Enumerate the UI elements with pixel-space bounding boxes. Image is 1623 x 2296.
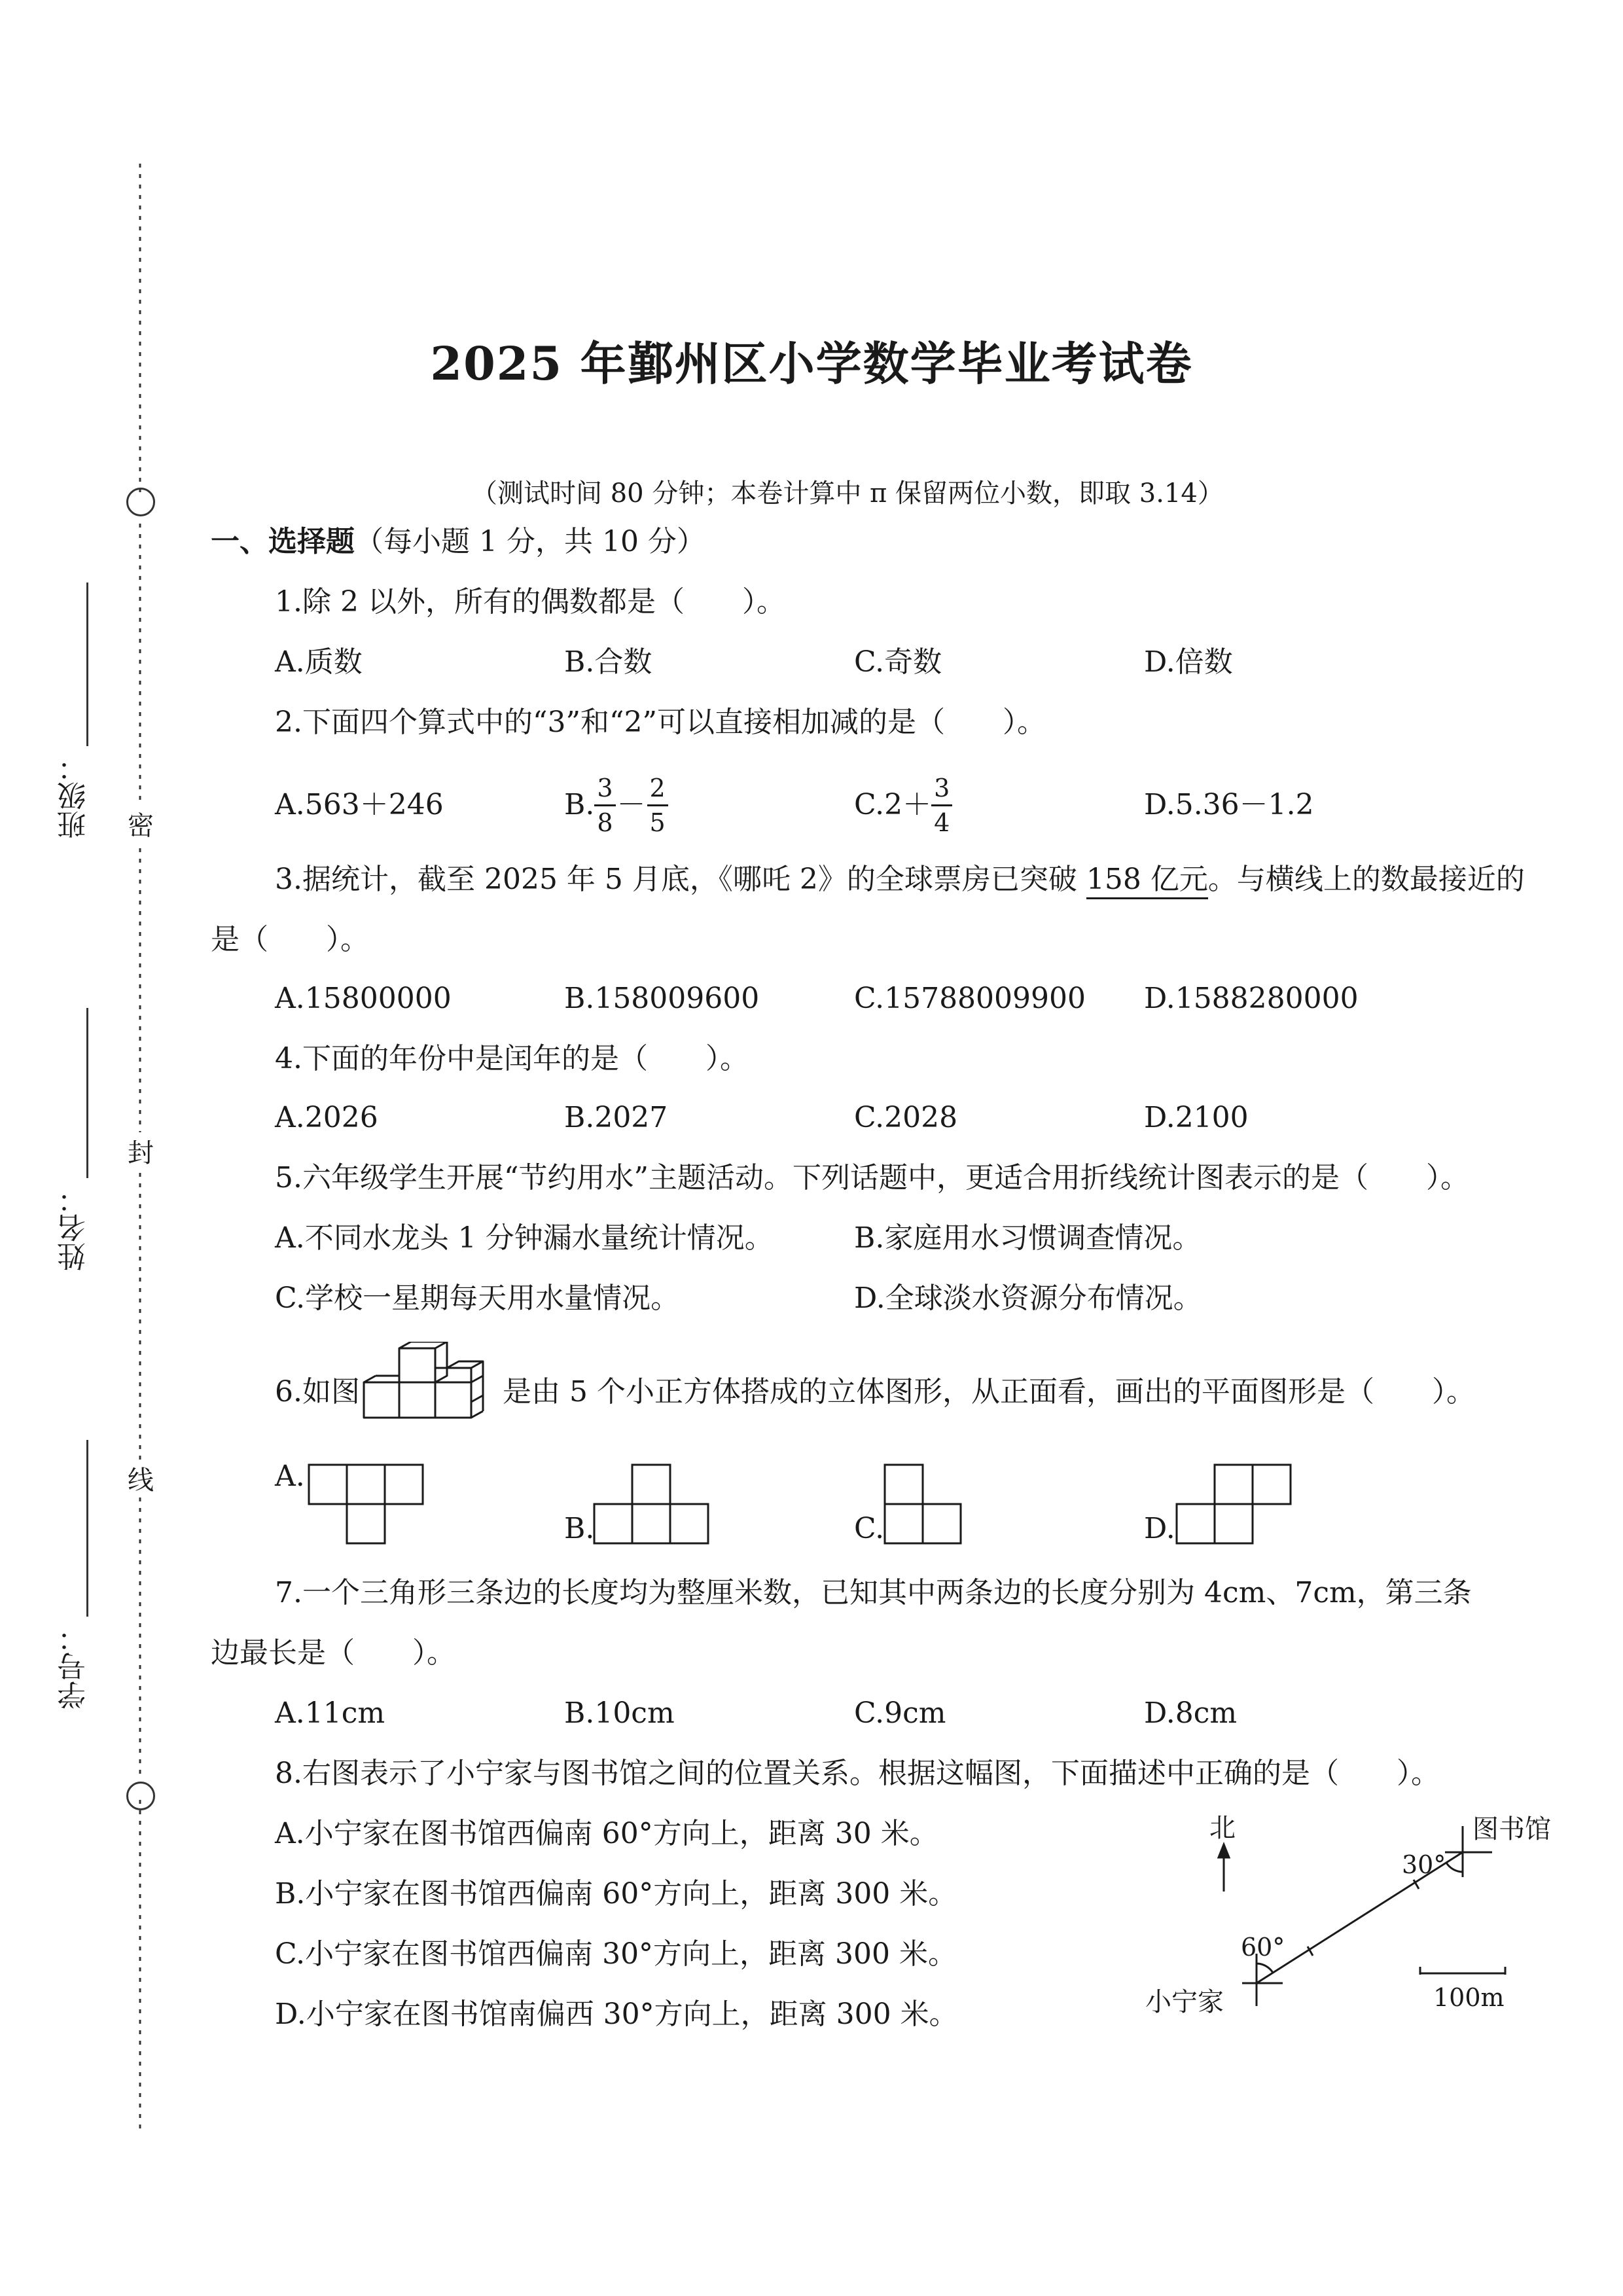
q2-b-prefix: B. (564, 788, 595, 821)
q3-stem-line2: 是（ ）。 (211, 923, 369, 956)
q2-stem: 2.下面四个算式中的“3”和“2”可以直接相加减的是（ ）。 (275, 706, 1046, 739)
student-id-field[interactable] (86, 1440, 88, 1617)
q2-b-fraction-1: $\frac{3}{8}$ (594, 776, 615, 835)
q7-option-d[interactable]: D.8cm (1144, 1696, 1238, 1730)
binding-hole-bottom (126, 1782, 155, 1810)
section-title: 一、选择题 (211, 525, 355, 558)
angle-home-label: 60° (1241, 1933, 1285, 1962)
page-title: 2025 年鄞州区小学数学毕业考试卷 (430, 336, 1193, 391)
q1-option-c[interactable]: C.奇数 (854, 645, 942, 679)
q6-option-c-label: C. (854, 1512, 885, 1545)
q8-option-a[interactable]: A.小宁家在图书馆西偏南 60°方向上，距离 30 米。 (275, 1817, 938, 1850)
q4-stem: 4.下面的年份中是闰年的是（ ）。 (275, 1042, 749, 1075)
q3-option-a[interactable]: A.15800000 (275, 982, 452, 1015)
seal-char-xian: 线 (128, 1460, 154, 1497)
q2-b-fraction-2: $\frac{2}{5}$ (647, 776, 668, 835)
name-label: 姓名： (58, 1185, 91, 1271)
q7-stem-line1: 7.一个三角形三条边的长度均为整厘米数，已知其中两条边的长度分别为 4cm、7cm，第三条 (275, 1576, 1472, 1609)
q6-option-d[interactable] (1144, 1512, 1175, 1545)
section-score-note: （每小题 1 分，共 10 分） (355, 525, 705, 558)
class-field[interactable] (86, 583, 88, 746)
exam-note: （测试时间 80 分钟；本卷计算中 π 保留两位小数，即取 3.14） (471, 478, 1224, 509)
q5-option-b[interactable]: B.家庭用水习惯调查情况。 (854, 1221, 1202, 1255)
q1-stem: 1.除 2 以外，所有的偶数都是（ ）。 (275, 585, 785, 619)
q3-underlined-number: 158 亿元 (1086, 863, 1208, 899)
q3-option-d[interactable]: D.1588280000 (1144, 982, 1359, 1015)
library-label: 图书馆 (1472, 1814, 1551, 1844)
q6-option-a[interactable] (275, 1462, 305, 1491)
q2-option-c[interactable] (854, 764, 952, 846)
q6-option-c-figure (883, 1463, 965, 1545)
seal-char-feng: 封 (128, 1132, 154, 1170)
q2-c-fraction: $\frac{3}{4}$ (931, 776, 952, 835)
q8-option-c[interactable]: C.小宁家在图书馆西偏南 30°方向上，距离 300 米。 (275, 1937, 957, 1971)
q1-option-b[interactable]: B.合数 (564, 645, 652, 679)
q1-option-a[interactable]: A.质数 (275, 645, 363, 679)
q6-stem-prefix: 6.如图 (275, 1375, 360, 1408)
student-id-label: 学号： (58, 1623, 91, 1710)
q1-option-d[interactable]: D.倍数 (1144, 645, 1233, 679)
q7-option-a[interactable]: A.11cm (275, 1696, 385, 1730)
q6-option-d-label: D. (1144, 1512, 1175, 1545)
q6-option-a-label: A. (275, 1460, 305, 1493)
q2-c-prefix: C.2＋ (854, 788, 932, 821)
q4-option-c[interactable]: C.2028 (854, 1101, 958, 1134)
angle-library-label: 30° (1402, 1850, 1446, 1879)
q5-option-d[interactable]: D.全球淡水资源分布情况。 (854, 1282, 1202, 1315)
q2-option-a[interactable]: A.563＋246 (275, 788, 444, 821)
q6-option-a-figure (308, 1463, 425, 1545)
q8-position-diagram (1145, 1806, 1564, 2029)
scale-label: 100m (1433, 1983, 1505, 2012)
binding-hole-top (126, 488, 155, 516)
q6-option-b-figure (593, 1463, 711, 1545)
name-field[interactable] (86, 1008, 88, 1178)
q3-option-c[interactable]: C.15788009900 (854, 982, 1086, 1015)
q5-option-c[interactable]: C.学校一星期每天用水量情况。 (275, 1282, 680, 1315)
q7-stem-line2: 边最长是（ ）。 (211, 1636, 455, 1670)
section-heading (211, 525, 705, 558)
q5-stem: 5.六年级学生开展“节约用水”主题活动。下列话题中，更适合用折线统计图表示的是（ ）。 (275, 1161, 1469, 1194)
q6-option-b[interactable] (564, 1512, 595, 1545)
q6-option-d-figure (1175, 1463, 1293, 1545)
q2-option-d[interactable]: D.5.36－1.2 (1144, 788, 1314, 821)
q4-option-a[interactable]: A.2026 (275, 1101, 378, 1134)
q2-b-operator: － (616, 788, 646, 821)
q7-option-c[interactable]: C.9cm (854, 1696, 946, 1730)
q2-option-b[interactable] (564, 764, 668, 846)
q8-option-b[interactable]: B.小宁家在图书馆西偏南 60°方向上，距离 300 米。 (275, 1877, 957, 1910)
home-label: 小宁家 (1145, 1987, 1224, 2017)
q7-option-b[interactable]: B.10cm (564, 1696, 675, 1730)
q6-stem: 是由 5 个小正方体搭成的立体图形，从正面看，画出的平面图形是（ ）。 (503, 1375, 1475, 1408)
q8-option-d[interactable]: D.小宁家在图书馆南偏西 30°方向上，距离 300 米。 (275, 1998, 958, 2031)
q3-stem-line1: 3.据统计，截至 2025 年 5 月底，《哪吒 2》的全球票房已突破 158 亿元。与横线上的数最接近的 (275, 865, 1525, 894)
q5-option-a[interactable]: A.不同水龙头 1 分钟漏水量统计情况。 (275, 1221, 774, 1255)
q4-option-d[interactable]: D.2100 (1144, 1101, 1249, 1134)
q4-option-b[interactable]: B.2027 (564, 1101, 668, 1134)
north-label: 北 (1209, 1813, 1236, 1843)
q8-stem: 8.右图表示了小宁家与图书馆之间的位置关系。根据这幅图，下面描述中正确的是（ ）。 (275, 1757, 1440, 1790)
class-label: 班级： (58, 753, 91, 839)
q6-option-c[interactable] (854, 1512, 885, 1545)
q6-option-b-label: B. (564, 1512, 595, 1545)
seal-char-mi: 密 (128, 805, 154, 842)
q6-cube-figure (359, 1342, 503, 1437)
q3-option-b[interactable]: B.158009600 (564, 982, 760, 1015)
